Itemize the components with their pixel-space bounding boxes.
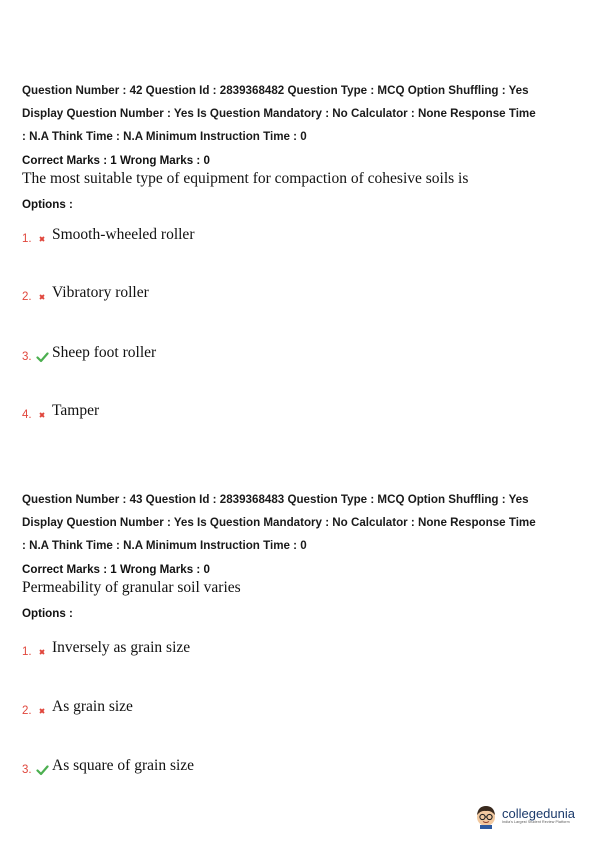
cross-icon [35, 646, 49, 658]
option-number: 2. [22, 291, 32, 303]
question-block-42 [22, 79, 578, 212]
option-number: 4. [22, 409, 32, 421]
collegedunia-logo [473, 803, 575, 829]
option-item [22, 226, 194, 245]
marks-line: Correct Marks : 1 Wrong Marks : 0 [22, 154, 210, 167]
option-text: Smooth-wheeled roller [52, 226, 195, 243]
logo-text [502, 807, 575, 825]
option-item [22, 284, 149, 303]
question-meta-line: : N.A Think Time : N.A Minimum Instruction Time : 0 [22, 130, 307, 143]
marks-line: Correct Marks : 1 Wrong Marks : 0 [22, 563, 210, 576]
options-label: Options : [22, 607, 73, 620]
cross-icon [35, 705, 49, 717]
question-meta-line: : N.A Think Time : N.A Minimum Instruction Time : 0 [22, 539, 307, 552]
question-meta-line: Question Number : 42 Question Id : 2839368482 Question Type : MCQ Option Shuffling : Yes [22, 84, 529, 97]
cross-icon [35, 291, 49, 303]
option-number: 1. [22, 233, 32, 245]
cross-icon [35, 233, 49, 245]
question-text: Permeability of granular soil varies [22, 579, 241, 596]
question-block-43 [22, 488, 578, 621]
option-text: Sheep foot roller [52, 344, 157, 361]
check-icon [35, 764, 49, 776]
option-item [22, 344, 156, 363]
option-text: As grain size [52, 698, 133, 715]
option-number: 2. [22, 705, 32, 717]
option-item [22, 402, 99, 421]
brand-tagline: India's Largest Student Review Platform [501, 820, 570, 824]
options-label: Options : [22, 198, 73, 211]
option-item [22, 639, 190, 658]
question-meta-line: Display Question Number : Yes Is Question Mandatory : No Calculator : None Response Time [22, 516, 536, 529]
option-text: As square of grain size [52, 757, 195, 774]
option-text: Tamper [52, 402, 100, 419]
question-text: The most suitable type of equipment for compaction of cohesive soils is [22, 170, 469, 187]
cross-icon [35, 409, 49, 421]
question-meta-line: Display Question Number : Yes Is Question Mandatory : No Calculator : None Response Time [22, 107, 536, 120]
option-item [22, 757, 194, 776]
option-item [22, 698, 133, 717]
option-number: 3. [22, 764, 32, 776]
option-number: 3. [22, 351, 32, 363]
brand-name: collegedunia [501, 806, 575, 821]
option-text: Vibratory roller [52, 284, 149, 301]
option-number: 1. [22, 646, 32, 658]
check-icon [35, 351, 49, 363]
question-meta-line: Question Number : 43 Question Id : 2839368483 Question Type : MCQ Option Shuffling : Yes [22, 493, 529, 506]
option-text: Inversely as grain size [52, 639, 191, 656]
student-mascot-icon [473, 803, 499, 829]
